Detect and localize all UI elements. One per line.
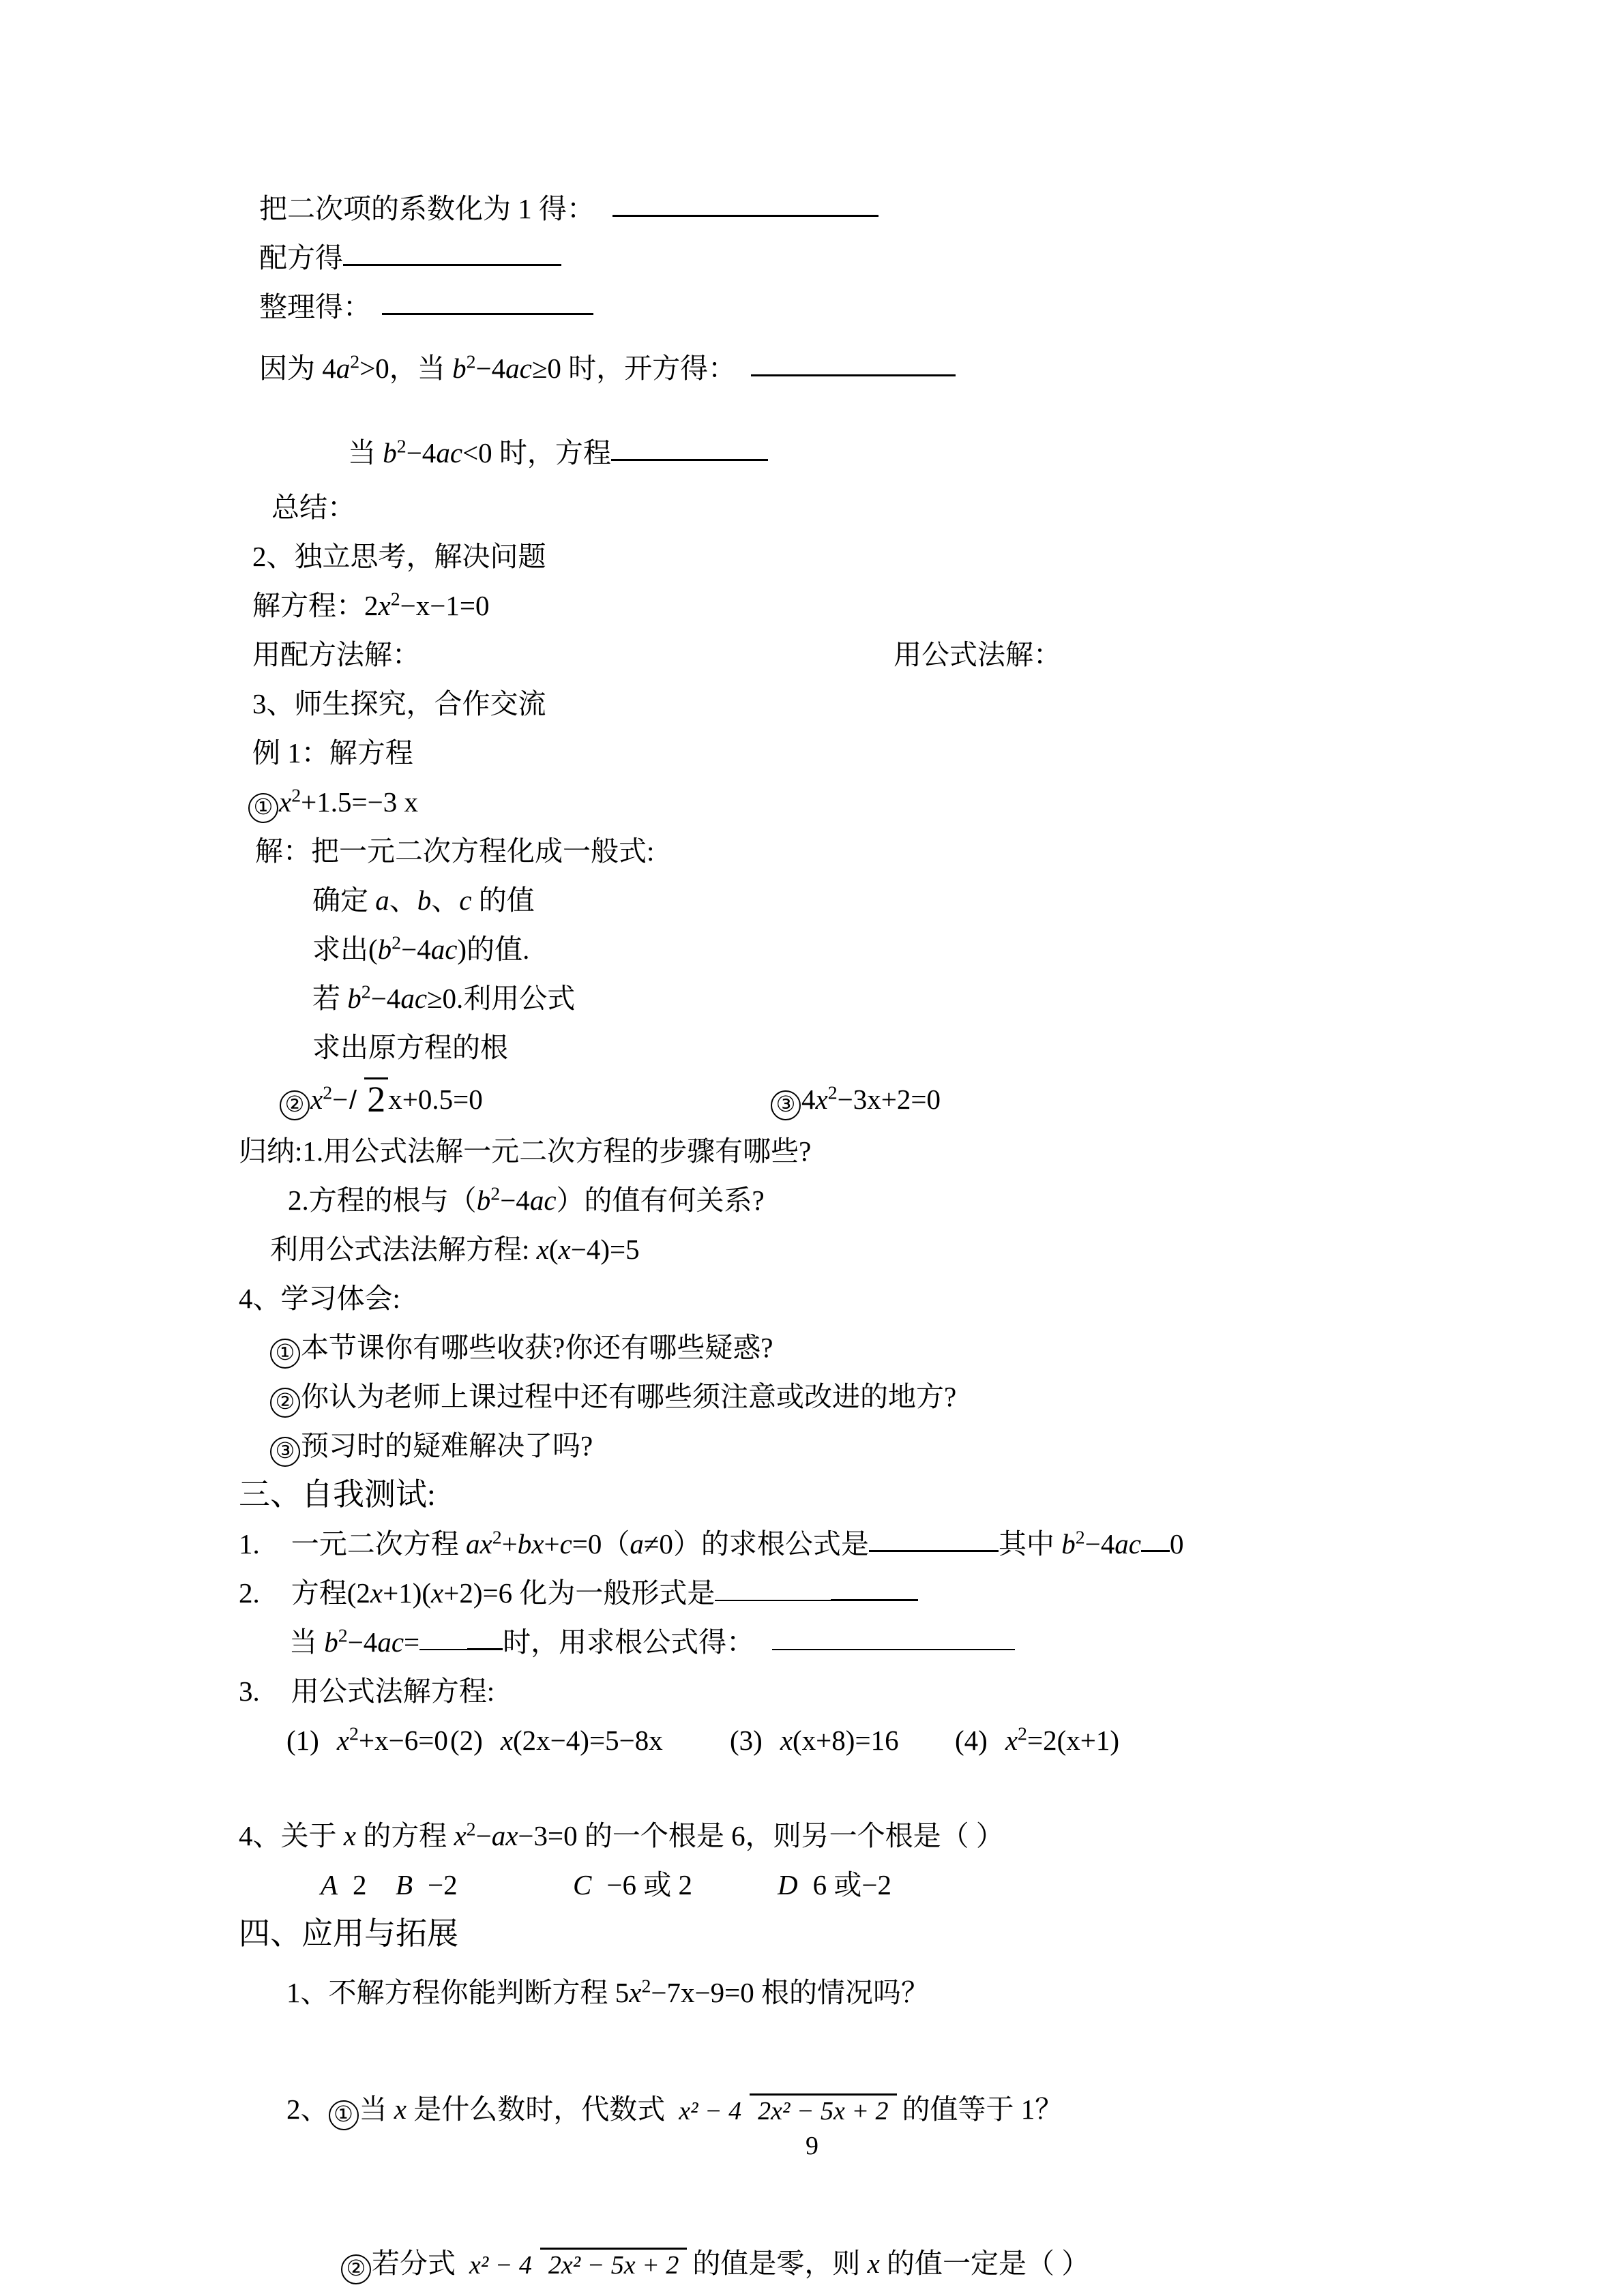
- text-q4-minus: −: [475, 1820, 492, 1851]
- vertical-gap-7: [239, 2160, 1412, 2212]
- line-find-roots: [239, 1023, 1412, 1072]
- var-ac: ac: [505, 353, 532, 384]
- text-minus-sign: −: [332, 1084, 349, 1115]
- text-q4-tail: −3=0 的一个根是 6，则另一个根是（ ）: [518, 1820, 1004, 1851]
- var-ac5: ac: [529, 1184, 557, 1216]
- text-determine: 确定: [312, 884, 376, 916]
- var-x7: x: [479, 1528, 492, 1560]
- text-heading-application: 四、应用与拓展: [239, 1916, 458, 1951]
- text-learning-reflection: 4、学习体会:: [239, 1283, 400, 1314]
- text-coefficient-to-one: 把二次项的系数化为 1 得：: [259, 193, 595, 224]
- answer-blank-q2a[interactable]: [715, 1582, 831, 1601]
- q3-item-2-label: (2): [450, 1725, 483, 1756]
- exp-b2: 2: [392, 932, 402, 954]
- text-eq2-tail: x+0.5=0: [388, 1084, 483, 1115]
- answer-blank-2[interactable]: [343, 246, 561, 266]
- text-q2b-eq: =: [404, 1626, 420, 1658]
- var-x8: x: [531, 1528, 544, 1560]
- answer-blank-q2c[interactable]: [419, 1631, 467, 1650]
- q4-option-c[interactable]: [573, 1860, 692, 1909]
- text-q2-p1: +1)(: [383, 1577, 432, 1609]
- var-a2: a: [375, 884, 389, 916]
- text-q7-t3: 的值一定是（ ）: [879, 2248, 1090, 2279]
- text-sqrt-get: ≥0 时，开方得：: [531, 353, 737, 384]
- line-when-discriminant-negative: [239, 428, 1412, 477]
- answer-blank-4[interactable]: [751, 357, 956, 376]
- line-example-eq-2-and-3: [239, 1072, 1412, 1127]
- line-solution-general-form: [239, 826, 1412, 876]
- var-a3: a: [466, 1528, 480, 1560]
- text-value-dot: )的值.: [457, 934, 530, 965]
- q4-option-c-letter: C: [573, 1869, 592, 1900]
- question-3: [239, 1667, 1412, 1716]
- circled-number-3-icon: ③: [771, 1090, 801, 1120]
- text-if: 若: [312, 983, 348, 1014]
- text-q3: 用公式法解方程:: [291, 1675, 495, 1707]
- text-use-formula-solve: 利用公式法法解方程:: [270, 1234, 537, 1265]
- text-q1-zero: 0: [1169, 1528, 1184, 1560]
- var-x6: x: [558, 1234, 571, 1265]
- var-x16: x: [454, 1820, 467, 1851]
- question-4-options: [239, 1860, 1412, 1909]
- text-induction-2-lead: 2.方程的根与（: [288, 1184, 477, 1216]
- var-b5: b: [347, 983, 361, 1014]
- var-b4: b: [377, 934, 392, 965]
- vertical-gap-1: [239, 331, 1412, 344]
- text-heading-self-test: 三、自我测试:: [239, 1477, 436, 1512]
- document-body: [239, 184, 1412, 2296]
- var-c2: c: [559, 1528, 572, 1560]
- var-ac6: ac: [1114, 1528, 1141, 1560]
- var-x5: x: [536, 1234, 549, 1265]
- exp-2b: 2: [466, 351, 476, 373]
- text-reflection-3: 预习时的疑难解决了吗?: [301, 1430, 593, 1461]
- line-induction-1: [239, 1127, 1412, 1176]
- q3-item-3-expr: (x+8)=16: [793, 1725, 899, 1756]
- var-x3: x: [310, 1084, 323, 1115]
- var-x18: x: [394, 2093, 407, 2125]
- exp-x2e: 2: [492, 1527, 502, 1549]
- text-q1-mid: 其中: [998, 1528, 1062, 1560]
- fraction-denominator-2: 2x² − 5x + 2: [540, 2248, 687, 2280]
- question-1: [239, 1519, 1412, 1568]
- line-example-eq-1: [239, 777, 1412, 826]
- text-q6-t1: 当: [359, 2093, 394, 2125]
- var-x11: x: [336, 1725, 350, 1756]
- text-general-form: 解：把一元二次方程化成一般式:: [255, 835, 655, 867]
- line-if-discriminant-nonneg: [239, 974, 1412, 1023]
- text-q2-p2: +2)=6 化为一般形式是: [443, 1577, 715, 1609]
- var-ac4: ac: [400, 983, 428, 1014]
- exp-x2g: 2: [1018, 1723, 1027, 1745]
- question-2-sub: [239, 1617, 1412, 1667]
- text-q1-ne: ≠0）的求根公式是: [643, 1528, 869, 1560]
- line-two-methods: [239, 630, 1412, 679]
- line-item-3-explore: [239, 679, 1412, 728]
- q4-option-d-letter: D: [778, 1869, 798, 1900]
- circled-number-1-icon: ①: [248, 793, 278, 823]
- question-2: [239, 1568, 1412, 1617]
- exp-x2d: 2: [827, 1082, 838, 1104]
- q3-item-4-label: (4): [955, 1725, 988, 1756]
- var-b7: b: [517, 1528, 532, 1560]
- text-relation: ）的值有何关系?: [556, 1184, 765, 1216]
- q4-option-a[interactable]: [321, 1869, 367, 1900]
- text-q6-t2: 是什么数时，代数式: [406, 2093, 666, 2125]
- text-complete-square: 配方得: [259, 242, 343, 273]
- answer-blank-q2b[interactable]: [831, 1581, 918, 1601]
- text-reflection-1: 本节课你有哪些收获?你还有哪些疑惑?: [301, 1332, 773, 1363]
- text-method-completing-square: 用配方法解：: [252, 639, 420, 670]
- q4-option-a-value: 2: [353, 1869, 367, 1900]
- text-equation-is: <0 时，方程: [462, 437, 611, 468]
- text-eq-x-minus-4: −4)=5: [570, 1234, 640, 1265]
- line-item-4-learning-reflection: [239, 1274, 1412, 1323]
- sep-1: 、: [389, 884, 417, 916]
- var-a4: a: [630, 1528, 644, 1560]
- text-q7-t1: 若分式: [372, 2248, 456, 2279]
- var-b9: b: [324, 1626, 338, 1658]
- square-root-icon: 2: [348, 1072, 388, 1127]
- heading-application: [239, 1909, 1412, 1958]
- exp-x2c: 2: [323, 1082, 333, 1104]
- circled-number-1c-icon: ①: [329, 2100, 359, 2130]
- text-q2b-tail: 时，用求根公式得：: [503, 1626, 755, 1658]
- var-x9: x: [370, 1577, 383, 1609]
- var-b6: b: [476, 1184, 491, 1216]
- fraction-numerator-1: x² − 4: [679, 2096, 742, 2126]
- answer-blank-1[interactable]: [612, 197, 879, 217]
- exp-b2c: 2: [490, 1183, 501, 1205]
- exp-b2b: 2: [361, 981, 371, 1003]
- sep-2: 、: [431, 884, 460, 916]
- text-explore: 3、师生探究，合作交流: [252, 688, 546, 719]
- circled-number-2-icon: ②: [280, 1090, 310, 1120]
- line-because-4a2-positive: [239, 344, 1412, 393]
- exp-b2e: 2: [338, 1625, 348, 1647]
- line-compute-discriminant: [239, 925, 1412, 974]
- line-induction-2: [239, 1176, 1412, 1225]
- text-eq-tail: −x−1=0: [400, 590, 490, 621]
- line-example-1: [239, 728, 1412, 777]
- var-x10: x: [431, 1577, 444, 1609]
- question-5: [239, 1968, 1412, 2017]
- line-reflection-2: [239, 1372, 1412, 1421]
- line-use-formula-solve: [239, 1225, 1412, 1274]
- text-q5-tail: −7x−9=0 根的情况吗？: [651, 1977, 930, 2008]
- fraction-expression-2: [461, 2250, 687, 2280]
- answer-blank-3[interactable]: [382, 295, 593, 315]
- text-q4-lead: 4、关于: [239, 1820, 344, 1851]
- q4-option-d[interactable]: [778, 1860, 891, 1909]
- question-7: [239, 2212, 1412, 2296]
- fraction-expression-1: [670, 2096, 896, 2126]
- q3-item-2: [450, 1716, 663, 1765]
- var-ac3: ac: [430, 934, 458, 965]
- var-b3: b: [417, 884, 432, 916]
- var-x2: x: [279, 786, 292, 818]
- text-compute: 求出(: [312, 934, 378, 965]
- var-b8: b: [1061, 1528, 1076, 1560]
- q3-item-3: [730, 1716, 899, 1765]
- q4-option-d-value: 6 或−2: [812, 1869, 891, 1900]
- circled-number-1b-icon: ①: [270, 1339, 300, 1369]
- q3-item-3-label: (3): [730, 1725, 763, 1756]
- q3-item-2-expr: (2x−4)=5−8x: [513, 1725, 663, 1756]
- var-x17: x: [629, 1977, 642, 2008]
- var-x1: x: [378, 590, 391, 621]
- var-x13: x: [780, 1725, 793, 1756]
- answer-blank-q1a[interactable]: [869, 1532, 999, 1552]
- text-simplify: 整理得：: [259, 291, 371, 323]
- fraction-numerator-2: x² − 4: [469, 2250, 532, 2280]
- text-plus1: +: [501, 1528, 518, 1560]
- text-coef-4: 4: [801, 1084, 816, 1115]
- text-q2b-lead: 当: [289, 1626, 325, 1658]
- line-reflection-3: [239, 1421, 1412, 1470]
- var-x4: x: [815, 1084, 828, 1115]
- text-example-1: 例 1：解方程: [252, 737, 413, 769]
- text-find-roots: 求出原方程的根: [312, 1032, 508, 1063]
- circled-number-2b-icon: ②: [270, 1388, 300, 1418]
- exp-2c: 2: [396, 436, 407, 458]
- fill-line-complete-square: [239, 233, 1412, 282]
- text-summary: 总结：: [271, 492, 355, 523]
- page-number: 9: [806, 2132, 818, 2160]
- vertical-gap-2: [239, 393, 1412, 428]
- q4-option-a-letter: A: [321, 1869, 338, 1900]
- var-x14: x: [1005, 1725, 1018, 1756]
- text-method-formula: 用公式法解：: [894, 639, 1061, 670]
- q1-number: 1.: [239, 1528, 260, 1560]
- q3-item-1-expr: +x−6=0: [358, 1725, 448, 1756]
- text-when: >0，当: [359, 353, 453, 384]
- var-x12: x: [500, 1725, 514, 1756]
- line-determine-abc: [239, 876, 1412, 925]
- line-solve-equation-2x2: [239, 581, 1412, 630]
- text-induction-1: 归纳:1.用公式法解一元二次方程的步骤有哪些?: [239, 1135, 812, 1167]
- text-independent-thinking: 2、独立思考，解决问题: [252, 541, 546, 572]
- line-item-2-independent-thinking: [239, 532, 1412, 581]
- text-q1-eq: =0（: [572, 1528, 630, 1560]
- text-minus4d: −4: [370, 983, 401, 1014]
- text-eq3-tail: −3x+2=0: [837, 1084, 941, 1115]
- q4-option-b[interactable]: [396, 1860, 458, 1909]
- answer-blank-q1b[interactable]: [1141, 1532, 1170, 1552]
- text-minus4c: −4: [401, 934, 431, 965]
- text-q4-mid: 的方程: [355, 1820, 454, 1851]
- q3-number: 3.: [239, 1675, 260, 1707]
- example-eq-3: [771, 1072, 941, 1127]
- text-eq1-tail: +1.5=−3 x: [301, 786, 419, 818]
- line-reflection-1: [239, 1323, 1412, 1372]
- text-q6-t3: 的值等于 1？: [902, 2093, 1063, 2125]
- text-plus2: +: [544, 1528, 560, 1560]
- var-b: b: [452, 353, 467, 384]
- text-minus4: −4: [475, 353, 506, 384]
- exp-x2: 2: [390, 588, 400, 610]
- text-q7-t2: 的值是零，则: [692, 2248, 868, 2279]
- question-3-items: [239, 1716, 1412, 1765]
- exp-x2b: 2: [291, 785, 301, 807]
- fill-line-simplify: [239, 282, 1412, 331]
- exp-2: 2: [350, 351, 360, 373]
- text-solve-eq: 解方程：2: [252, 590, 379, 621]
- var-ac2: ac: [436, 437, 463, 468]
- question-4: [239, 1811, 1412, 1860]
- vertical-gap-5: [239, 1958, 1412, 1968]
- text-q1-lead: 一元二次方程: [291, 1528, 466, 1560]
- q3-item-1: [286, 1725, 448, 1756]
- heading-self-test: [239, 1470, 1412, 1519]
- text-q2b-minus4: −4: [347, 1626, 378, 1658]
- q2-number: 2.: [239, 1577, 260, 1609]
- var-a: a: [336, 353, 351, 384]
- q4-option-b-letter: B: [396, 1869, 413, 1900]
- text-reflection-2: 你认为老师上课过程中还有哪些须注意或改进的地方?: [301, 1381, 957, 1412]
- text-because: 因为 4: [259, 353, 336, 384]
- vertical-gap-6: [239, 2017, 1412, 2058]
- var-ax: ax: [491, 1820, 518, 1851]
- exp-b2d: 2: [1075, 1527, 1085, 1549]
- text-paren-open: (: [548, 1234, 559, 1265]
- var-x15: x: [343, 1820, 356, 1851]
- q4-option-b-value: −2: [428, 1869, 458, 1900]
- answer-blank-q2d[interactable]: [467, 1630, 503, 1650]
- circled-number-2c-icon: ②: [341, 2254, 371, 2284]
- text-q1-minus4: −4: [1084, 1528, 1115, 1560]
- answer-blank-q2e[interactable]: [772, 1631, 1015, 1650]
- circled-number-3b-icon: ③: [270, 1437, 300, 1467]
- var-b2: b: [383, 437, 397, 468]
- q3-item-4-expr: =2(x+1): [1027, 1725, 1120, 1756]
- text-q5-lead: 1、不解方程你能判断方程 5: [286, 1977, 630, 2008]
- q3-item-4: [955, 1716, 1119, 1765]
- var-ac7: ac: [377, 1626, 404, 1658]
- q3-item-1-label: (1): [286, 1725, 319, 1756]
- answer-blank-5[interactable]: [611, 441, 768, 461]
- exp-x2h: 2: [466, 1819, 476, 1840]
- exp-x2f: 2: [349, 1723, 359, 1745]
- vertical-gap-3: [239, 477, 1412, 483]
- q4-option-c-value: −6 或 2: [606, 1869, 692, 1900]
- text-use-formula: ≥0.利用公式: [427, 983, 576, 1014]
- vertical-gap-4: [239, 1765, 1412, 1811]
- fill-line-coefficient-to-one: [239, 184, 1412, 233]
- line-summary-label: [239, 483, 1412, 532]
- text-when2: 当: [348, 437, 383, 468]
- text-q2-lead: 方程(2: [291, 1577, 370, 1609]
- fraction-denominator-1: 2x² − 5x + 2: [750, 2093, 896, 2126]
- text-minus4b: −4: [406, 437, 437, 468]
- exp-x2i: 2: [641, 1976, 651, 1997]
- var-x19: x: [867, 2248, 880, 2279]
- text-q6-lead: 2、: [286, 2093, 329, 2125]
- var-c: c: [459, 884, 472, 916]
- text-minus4e: −4: [500, 1184, 530, 1216]
- text-value-of: 的值: [471, 884, 535, 916]
